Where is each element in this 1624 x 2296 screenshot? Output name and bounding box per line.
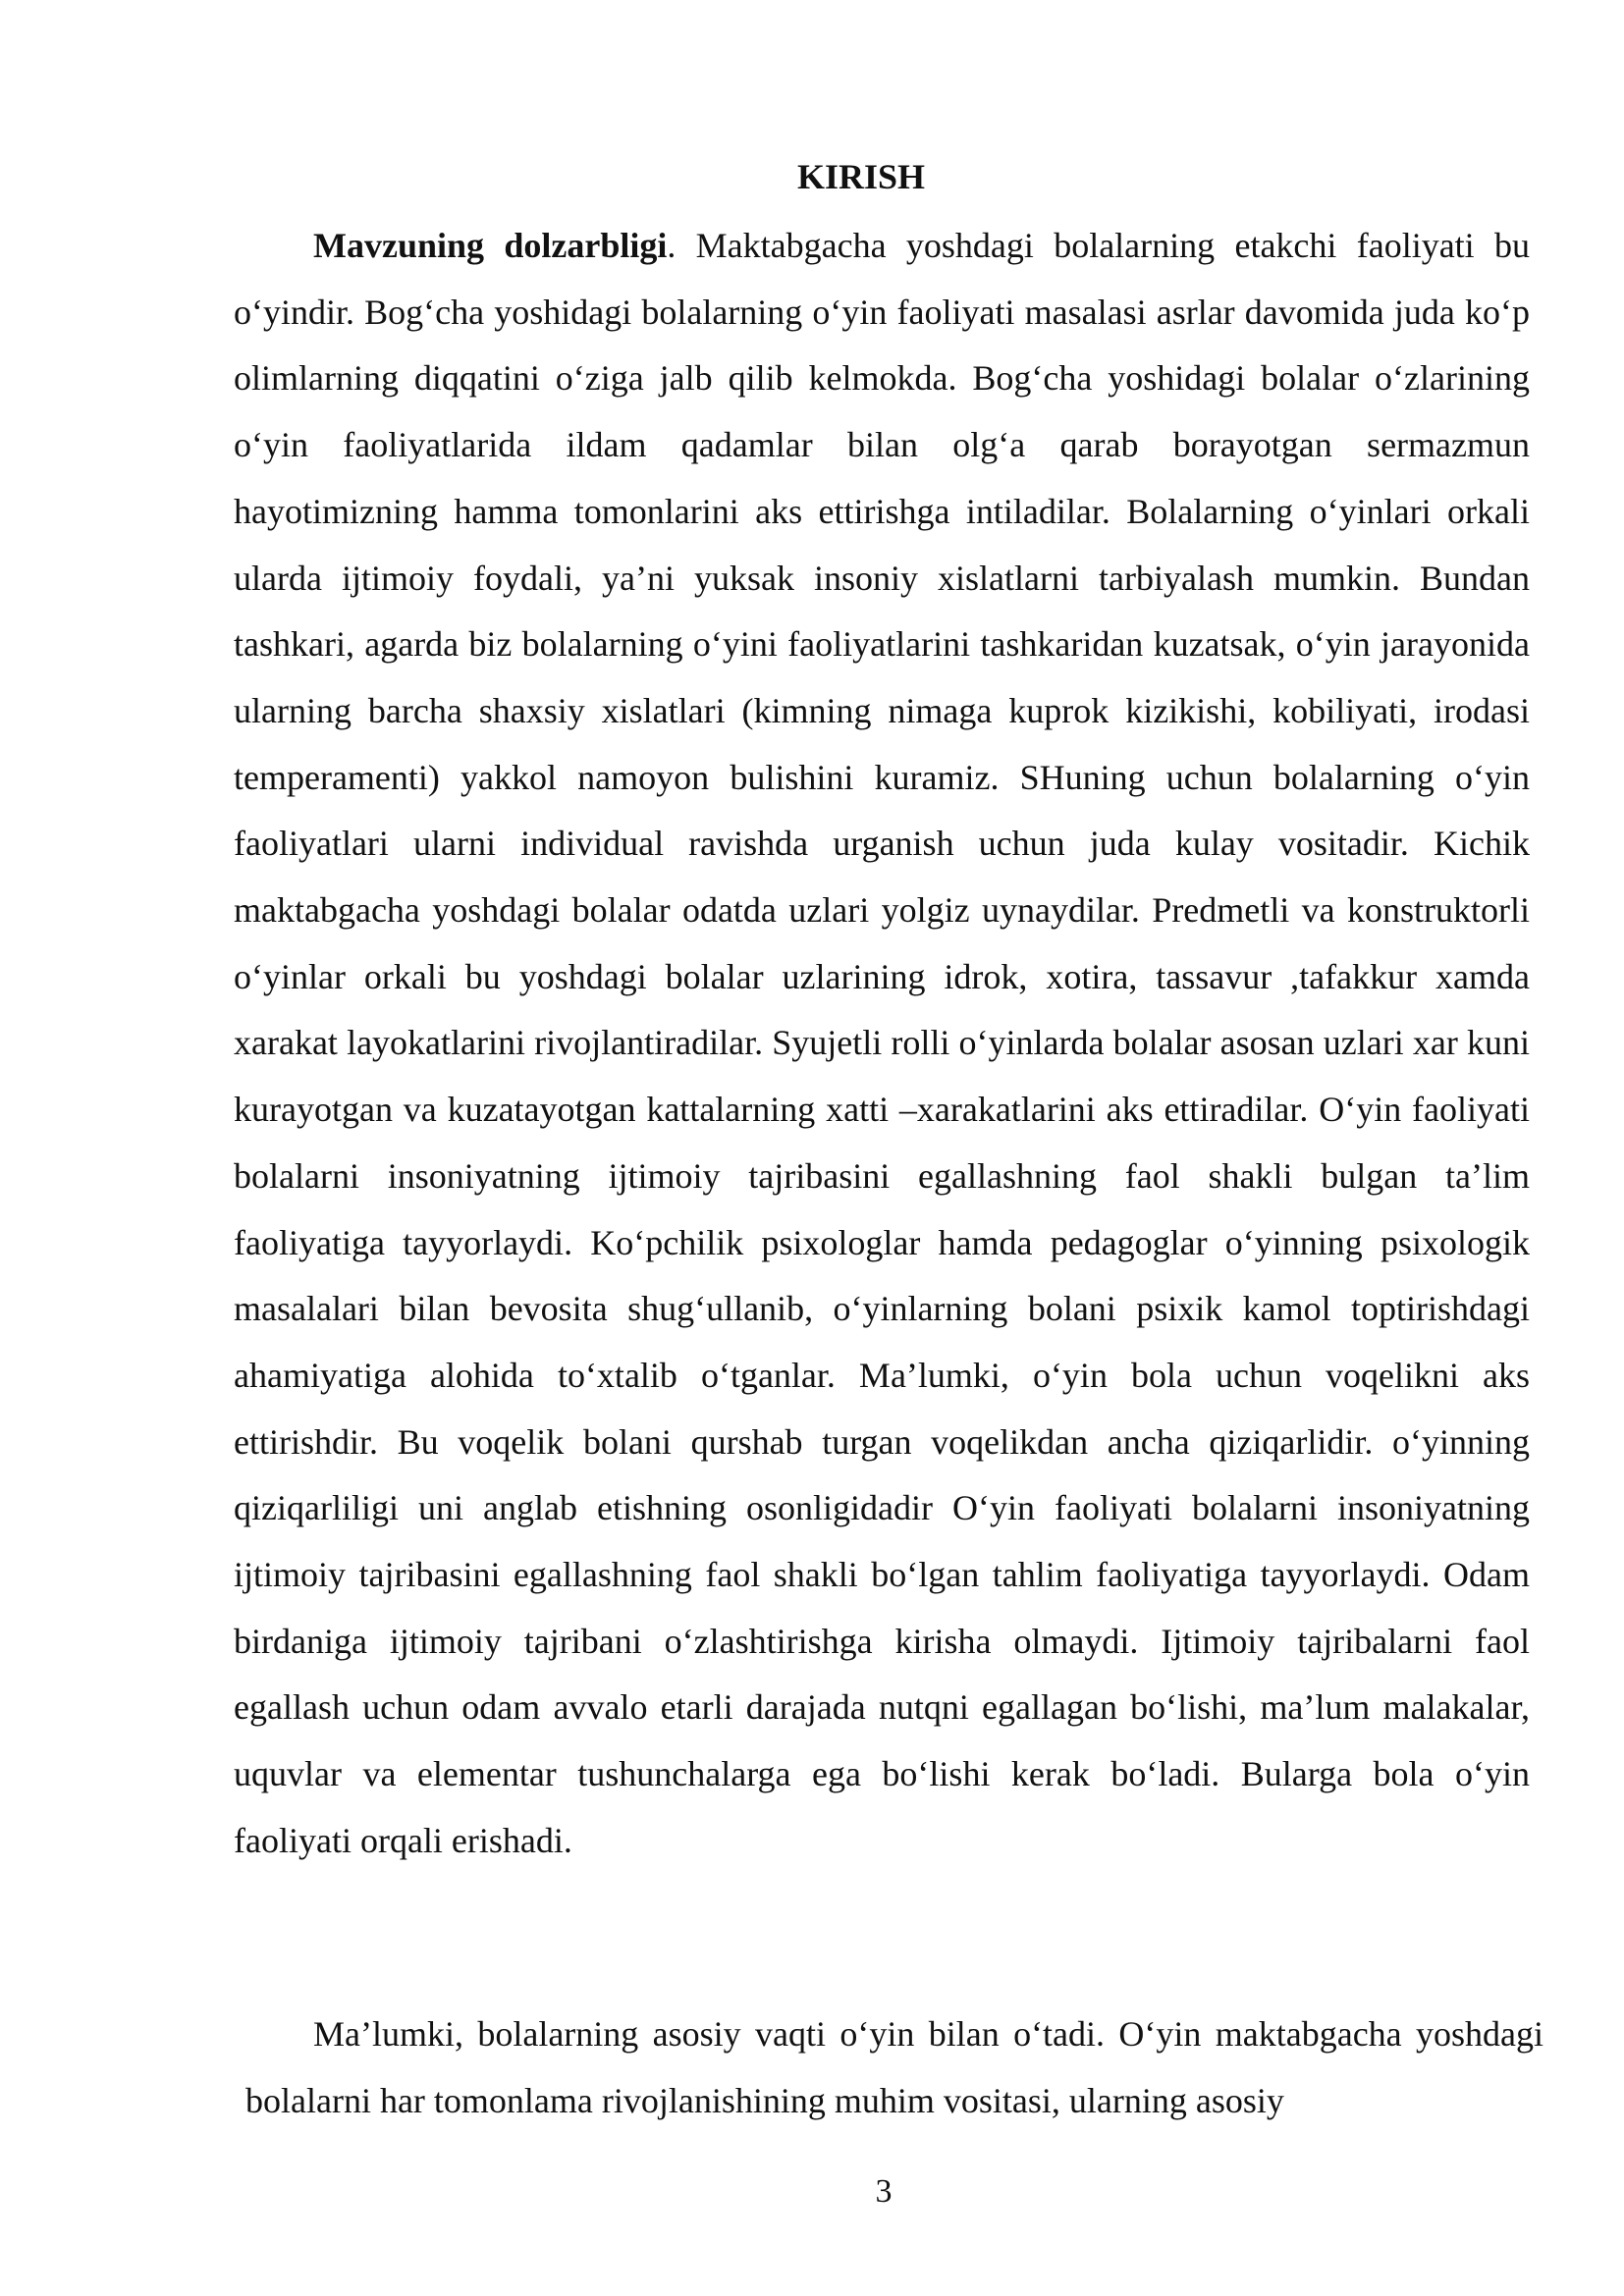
body-paragraph-1: [234, 213, 1530, 1875]
page-number: 3: [875, 2173, 893, 2210]
body-paragraph-2: Ma’lumki, bolalarning asosiy vaqti o‘yin bilan o‘tadi. O‘yin maktabgacha yoshdagi bolalarni har tomonlama rivojlanishining muhim vositasi, ularning asosiy: [245, 2014, 1543, 2120]
section-heading: KIRISH: [796, 157, 926, 196]
paragraph-lead: Mavzuning dolzarbligi: [313, 226, 668, 265]
paragraph-body: . Maktabgacha yoshdagi bolalarning etakchi faoliyati bu o‘yindir. Bog‘cha yoshidagi bolalarning o‘yin faoliyati masalasi asrlar davomida juda ko‘p olimlarning diqqatini o‘ziga jalb qilib kelmokda. Bog‘cha yoshidagi bolalar o‘zlarining o‘yin faoliyatlarida ildam qadamlar bilan olg‘a qarab borayotgan sermazmun hayotimizning hamma tomonlarini aks ettirishga intiladilar. Bolalarning o‘yinlari orkali ularda ijtimoiy foydali, ya’ni yuksak insoniy xislatlarni tarbiyalash mumkin. Bundan tashkari, agarda biz bolalarning o‘yini faoliyatlarini tashkaridan kuzatsak, o‘yin jarayonida ularning barcha shaxsiy xislatlari (kimning nimaga kuprok kizikishi, kobiliyati, irodasi temperamenti) yakkol namoyon bulishini kuramiz. SHuning uchun bolalarning o‘yin faoliyatlari ularni individual ravishda urganish uchun juda kulay vositadir. Kichik maktabgacha yoshdagi bolalar odatda uzlari yolgiz uynaydilar. Predmetli va konstruktorli o‘yinlar orkali bu yoshdagi bolalar uzlarining idrok, xotira, tassavur ,tafakkur xamda xarakat layokatlarini rivojlantiradilar. Syujetli rolli o‘yinlarda bolalar asosan uzlari xar kuni kurayotgan va kuzatayotgan kattalarning xatti –xarakatlarini aks ettiradilar. O‘yin faoliyati bolalarni insoniyatning ijtimoiy tajribasini egallashning faol shakli bulgan ta’lim faoliyatiga tayyorlaydi. Ko‘pchilik psixologlar hamda pedagoglar o‘yinning psixologik masalalari bilan bevosita shug‘ullanib, o‘yinlarning bolani psixik kamol toptirishdagi ahamiyatiga alohida to‘xtalib o‘tganlar. Ma’lumki, o‘yin bola uchun voqelikni aks ettirishdir. Bu voqelik bolani qurshab turgan voqelikdan ancha qiziqarlidir. o‘yinning qiziqarliligi uni anglab etishning osonligidadir O‘yin faoliyati bolalarni insoniyatning ijtimoiy tajribasini egallashning faol shakli bo‘lgan tahlim faoliyatiga tayyorlaydi. Odam birdaniga ijtimoiy tajribani o‘zlashtirishga kirisha olmaydi. Ijtimoiy tajribalarni faol egallash uchun odam avvalo etarli darajada nutqni egallagan bo‘lishi, ma’lum malakalar, uquvlar va elementar tushunchalarga ega bo‘lishi kerak bo‘ladi. Bularga bola o‘yin faoliyati orqali erishadi.: [234, 226, 1530, 1860]
